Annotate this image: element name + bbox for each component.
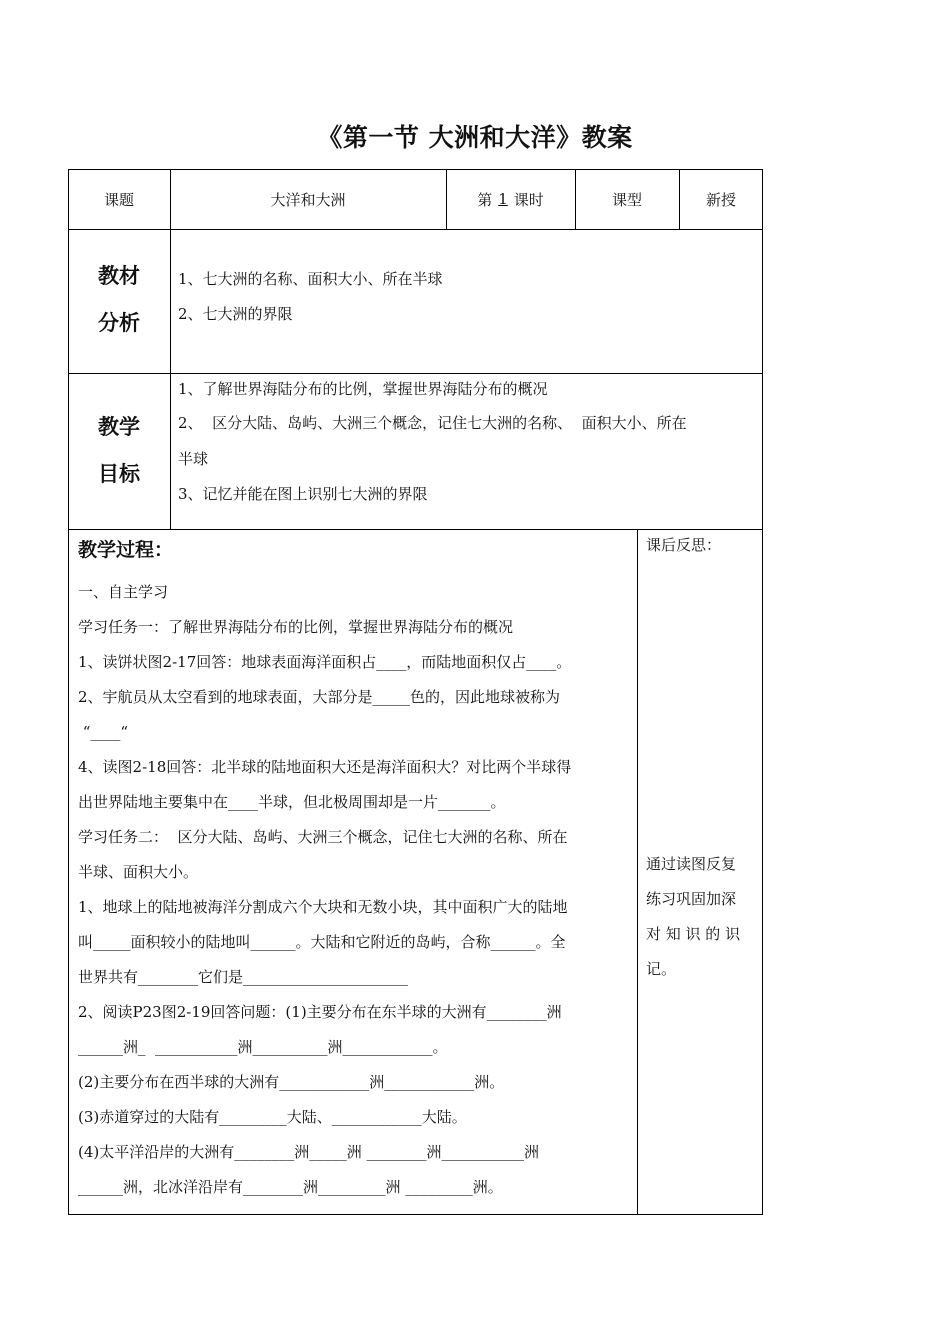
reflection-line: 记。 bbox=[646, 960, 677, 978]
goals-label-2: 目标 bbox=[98, 461, 140, 486]
process-line: 叫_____面积较小的陆地叫______。大陆和它附近的岛屿，合称______。全 bbox=[78, 933, 566, 951]
process-line: 半球、面积大小。 bbox=[78, 863, 199, 881]
process-line: 学习任务二： 区分大陆、岛屿、大洲三个概念，记住七大洲的名称、所在 bbox=[78, 828, 568, 846]
goal-line: 3、记忆并能在图上识别七大洲的界限 bbox=[178, 485, 428, 503]
type-label: 课型 bbox=[611, 190, 642, 209]
process-lines bbox=[78, 575, 633, 1205]
process-line: 学习任务一：了解世界海陆分布的比例，掌握世界海陆分布的概况 bbox=[78, 618, 514, 636]
process-line: 2、阅读P23图2-19回答问题：(1)主要分布在东半球的大洲有________洲 bbox=[78, 1003, 562, 1021]
analysis-label-2: 分析 bbox=[98, 310, 140, 335]
process-line: (2)主要分布在西半球的大洲有____________洲____________洲。 bbox=[78, 1073, 505, 1091]
process-line: ______洲_ ___________洲__________洲____________。 bbox=[78, 1038, 448, 1056]
goal-line: 2、 区分大陆、岛屿、大洲三个概念，记住七大洲的名称、 面积大小、所在 bbox=[178, 414, 687, 432]
process-line: 1、读饼状图2-17回答：地球表面海洋面积占____，而陆地面积仅占____。 bbox=[78, 653, 572, 671]
reflection-line: 练习巩固加深 bbox=[646, 890, 737, 908]
goal-line: 半球 bbox=[178, 450, 209, 468]
analysis-item: 2、七大洲的界限 bbox=[178, 305, 293, 323]
goal-line: 1、了解世界海陆分布的比例，掌握世界海陆分布的概况 bbox=[178, 380, 548, 398]
page-title: 《第一节 大洲和大洋》教案 bbox=[317, 123, 633, 152]
process-line: ______洲，北冰洋沿岸有________洲_________洲 _________洲。 bbox=[78, 1178, 503, 1196]
lesson-prefix: 第 bbox=[477, 190, 493, 209]
reflection-line: 对 知 识 的 识 bbox=[646, 925, 741, 943]
process-line: (4)太平洋沿岸的大洲有________洲_____洲 ________洲___________洲 bbox=[78, 1143, 540, 1161]
topic-value: 大洋和大洲 bbox=[270, 190, 346, 209]
process-line: (3)赤道穿过的大陆有_________大陆、____________大陆。 bbox=[78, 1108, 467, 1126]
process-heading: 教学过程： bbox=[78, 539, 174, 561]
goals-label-1: 教学 bbox=[98, 414, 140, 439]
process-line: 2、宇航员从太空看到的地球表面，大部分是_____色的，因此地球被称为 bbox=[78, 688, 561, 706]
process-line: 4、读图2-18回答：北半球的陆地面积大还是海洋面积大？对比两个半球得 bbox=[78, 758, 572, 776]
reflection-label: 课后反思： bbox=[646, 536, 722, 554]
analysis-label-1: 教材 bbox=[98, 263, 140, 288]
process-line: 1、地球上的陆地被海洋分割成六个大块和无数小块，其中面积广大的陆地 bbox=[78, 898, 568, 916]
reflection-note bbox=[646, 847, 740, 987]
lesson-suffix: 课时 bbox=[513, 190, 544, 209]
analysis-item: 1、七大洲的名称、面积大小、所在半球 bbox=[178, 270, 443, 288]
lesson-period bbox=[446, 169, 575, 229]
type-value: 新授 bbox=[705, 190, 736, 209]
process-line: 一、自主学习 bbox=[78, 583, 169, 601]
process-line: 出世界陆地主要集中在____半球，但北极周围却是一片_______。 bbox=[78, 793, 506, 811]
process-line: 世界共有________它们是______________________ bbox=[78, 968, 409, 986]
reflection-line: 通过读图反复 bbox=[646, 855, 737, 873]
lesson-number: 1 bbox=[498, 190, 508, 208]
process-line: “____“ bbox=[78, 723, 129, 741]
topic-label: 课题 bbox=[103, 190, 134, 209]
